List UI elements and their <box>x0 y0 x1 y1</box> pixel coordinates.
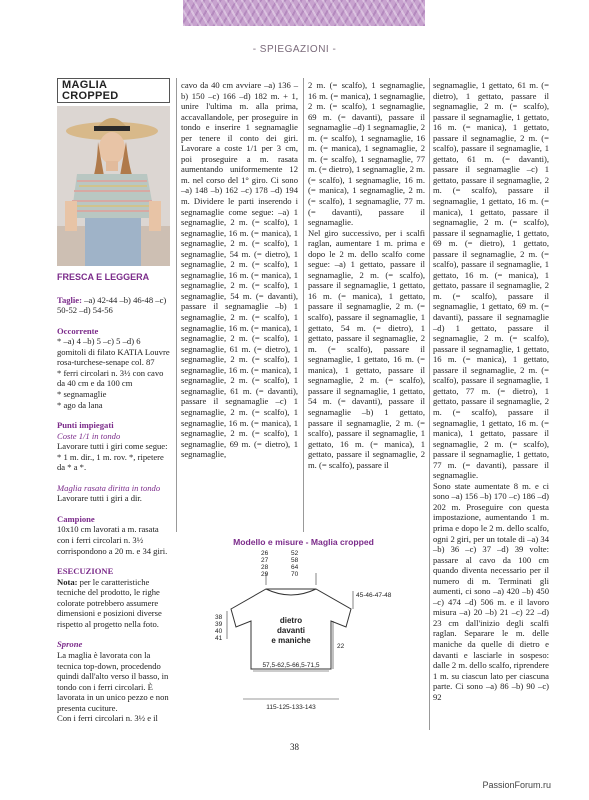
column-divider <box>429 78 430 730</box>
column-divider <box>176 78 177 532</box>
dim-top-b: 58 <box>291 557 299 564</box>
sizes-values: –a) 42-44 –b) 46-48 –c) 50-52 –d) 54-56 <box>57 294 167 316</box>
sizes-line <box>57 295 170 316</box>
note-text: per le caratteristiche tecniche del prodotto, le righe colorate potrebbero assumere dimensioni e posizioni diverse rispetto al progetto nella foto. <box>57 576 162 629</box>
article-title: MAGLIA CROPPED <box>57 78 170 103</box>
diagram-title: Modello e misure - Maglia cropped <box>233 537 374 547</box>
section-header: - SPIEGAZIONI - <box>252 44 337 55</box>
column-2 <box>181 80 298 460</box>
dim-top-b: 70 <box>291 571 299 578</box>
note <box>57 577 170 630</box>
execution-title: ESECUZIONE <box>57 566 114 577</box>
sprone-title: Sprone <box>57 639 83 650</box>
dim-side-left: 39 <box>215 621 223 628</box>
dim-side-left: 38 <box>215 614 223 621</box>
stitch-name: Maglia rasata diritta in tondo <box>57 482 161 493</box>
instructions-text: segnamaglie, 1 gettato, 61 m. (= dietro), 1 gettato, passare il segnamaglie, 2 m. (= scalfo), passare il segnamaglie, 1 gettato, 16 m. (= manica), 1 gettato, passare il segnamaglie, 2 m. (= scalfo), passare il segnamaglie, 1 gettato, 61 m. (= davanti), passare il segnamaglie –c) 1 gettato, passare il segnamaglie, 2 m. (= scalfo), passare il segnamaglie, 1 gettato, 16 m. (= manica), 1 gettato, passare il segnamaglie, 2 m. (= scalfo), passare il segnamaglie, 1 gettato, 69 m. (= dietro), 1 gettato, passare il segnamaglie, 2 m. (= scalfo), passare il segnamaglie, 1 gettato, 16 m. (= manica), 1 gettato, passare il segnamaglie, 2 m. (= scalfo), passare il segnamaglie, 1 gettato, 69 m. (= davanti), passare il segnamaglie –d) 1 gettato, passare il segnamaglie, 2 m. (= scalfo), passare il segnamaglie, 1 gettato, 16 m. (= manica), 1 gettato, passare il segnamaglie, 2 m. (= scalfo), passare il segnamaglie, 1 gettato, 77 m. (= dietro), 1 gettato, passare il segnamaglie, 2 m. (= scalfo), passare il segnamaglie, 1 gettato, 16 m. (= manica), 1 gettato, passare il segnamaglie, 2 m. (= scalfo), passare il segnamaglie, 1 gettato, 77 m. (= davanti), passare il segnamaglie. <box>433 80 549 481</box>
dim-bottom: 115-125-133-143 <box>266 704 316 711</box>
dim-top-a: 29 <box>261 571 269 578</box>
schematic-drawing <box>181 549 426 739</box>
woman-in-cropped-sweater-image <box>57 106 170 266</box>
sizes-label: Taglie: <box>57 294 82 305</box>
column-1 <box>57 78 170 724</box>
stitch-text: Lavorare tutti i giri a dir. <box>57 493 142 504</box>
material-item: * ago da lana <box>57 399 103 410</box>
dim-side-right: 45-46-47-48 <box>356 592 392 599</box>
gauge-title: Campione <box>57 513 95 524</box>
note-label: Nota: <box>57 576 78 587</box>
dim-top-b: 64 <box>291 564 299 571</box>
materials-title: Occorrente <box>57 325 99 336</box>
instructions-text: 2 m. (= scalfo), 1 segnamaglie, 16 m. (= manica), 1 segnamaglie, 2 m. (= scalfo), 1 segnamaglie, 69 m. (= davanti), passare il segnamaglie –d) 1 segnamaglie, 2 m. (= scalfo), 1 segnamaglie, 16 m. (= manica), 1 segnamaglie, 2 m. (= scalfo), 1 segnamaglie, 77 m. (= dietro), 1 segnamaglie, 2 m. (= scalfo), 1 segnamaglie, 16 m. (= manica), 1 segnamaglie, 2 m. (= scalfo), 1 segnamaglie, 77 m. (= davanti), passare il segnamaglie. <box>308 80 426 228</box>
material-item: * –a) 4 –b) 5 –c) 5 –d) 6 gomitoli di filato KATIA Louvre rosa-turchese-senape col. 87 <box>57 336 170 368</box>
stitches-title: Punti impiegati <box>57 420 114 431</box>
dim-side-left: 41 <box>215 635 223 642</box>
column-3 <box>308 80 425 470</box>
measurements-diagram <box>181 537 426 737</box>
gauge-text: 10x10 cm lavorati a m. rasata con i ferri circolari n. 3½ corrispondono a 20 m. e 34 giri. <box>57 524 168 556</box>
watermark: PassionForum.ru <box>482 780 551 790</box>
instructions-text: cavo da 40 cm avviare –a) 136 –b) 150 –c) 166 –d) 182 m. + 1, unire l'ultima m. alla prima, accavallandole, per proseguire in tondo e inserire 1 segnamaglie per tenere il conto dei giri. Lavorare a coste 1/1 per 3 cm, poi proseguire a m. rasata aumentando uniformemente 12 m. nel corso del 1° giro. Ci sono –a) 148 –b) 162 –c) 178 –d) 194 m. Dividere le parti inserendo i segnamaglie come segue: –a) 1 segnamaglie, 2 m. (= scalfo), 1 segnamaglie, 16 m. (= manica), 1 segnamaglie, 2 m. (= scalfo), 1 segnamaglie, 54 m. (= dietro), 1 segnamaglie, 2 m. (= scalfo), 1 segnamaglie, 16 m. (= manica), 1 segnamaglie, 2 m. (= scalfo), 1 segnamaglie, 54 m. (= davanti), passare il segnamaglie –b) 1 segnamaglie, 2 m. (= scalfo), 1 segnamaglie, 16 m. (= manica), 1 segnamaglie, 2 m. (= scalfo), 1 segnamaglie, 61 m. (= dietro), 1 segnamaglie, 2 m. (= scalfo), 1 segnamaglie, 16 m. (= manica), 1 segnamaglie, 2 m. (= scalfo), 1 segnamaglie, 61 m. (= davanti), passare il segnamaglie –c) 1 segnamaglie, 2 m. (= scalfo), 1 segnamaglie, 16 m. (= manica), 1 segnamaglie, 2 m. (= scalfo), 1 segnamaglie, 69 m. (= dietro), 1 segnamaglie, <box>181 80 298 460</box>
knit-texture-header <box>183 0 425 26</box>
material-item: * segnamaglie <box>57 389 107 400</box>
stitch-text: Lavorare tutti i giri come segue: * 1 m. dir., 1 m. rov. *, ripetere da * a *. <box>57 441 168 473</box>
dim-side-left: 40 <box>215 628 223 635</box>
sprone-text-2: Con i ferri circolari n. 3½ e il <box>57 713 158 724</box>
dim-top-b: 52 <box>291 550 299 557</box>
material-item: * ferri circolari n. 3½ con cavo da 40 cm e da 100 cm <box>57 367 164 389</box>
dim-right: 22 <box>337 643 345 650</box>
body-label: e maniche <box>271 636 311 645</box>
stitch-name: Coste 1/1 in tondo <box>57 430 121 441</box>
body-label: davanti <box>276 626 306 635</box>
sprone-text: La maglia è lavorata con la tecnica top-down, procedendo quindi dall'alto verso il basso, in tondo con i ferri circolari. È lavorata in un unico pezzo e non presenta cuciture. <box>57 649 169 713</box>
dim-top-a: 28 <box>261 564 269 571</box>
dim-width: 57,5-62,5-66,5-71,5 <box>262 662 320 669</box>
dim-top-a: 26 <box>261 550 269 557</box>
tagline: FRESCA E LEGGERA <box>57 272 150 283</box>
page-number: 38 <box>290 742 299 752</box>
instructions-text: Nel giro successivo, per i scalfi raglan, aumentare 1 m. prima e dopo le 2 m. dello scalfo come segue: –a) 1 gettato, passare il segnamaglie, 2 m. (= scalfo), passare il segnamaglie, 1 gettato, 16 m. (= manica), 1 gettato, passare il segnamaglie, 2 m. (= scalfo), passare il segnamaglie, 1 gettato, 54 m. (= dietro), 1 gettato, passare il segnamaglie, 2 m. (= scalfo), passare il segnamaglie, 1 gettato, 16 m. (= manica), 1 gettato, passare il segnamaglie, 2 m. (= scalfo), passare il segnamaglie, 1 gettato, 54 m. (= davanti), passare il segnamaglie –b) 1 gettato, passare il segnamaglie, 2 m. (= scalfo), passare il segnamaglie, 1 gettato, 16 m. (= manica), 1 gettato, passare il segnamaglie, 2 m. (= scalfo), passare il <box>308 227 425 470</box>
dim-top-a: 27 <box>261 557 269 564</box>
column-divider <box>303 78 304 532</box>
instructions-text: Sono state aumentate 8 m. e ci sono –a) 156 –b) 170 –c) 186 –d) 202 m. Proseguire con questa impostazione, aumentando 1 m. prima e dopo le 2 m. dello scalfo, ogni 2 giri, per un totale di –a) 34 –b) 36 –c) 37 –d) 39 volte: passare al cavo da 100 cm quando diventa necessario per il numero di m. Terminati gli aumenti, ci sono –a) 420 –b) 450 –c) 474 –d) 506 m. e il lavoro misura –a) 20 –b) 21 –c) 22 –d) 23 cm dall'inizio degli scalfi raglan. Separare le m. delle maniche da quelle di dietro e davanti e lasciarle in sospeso: dalle 2 m. dello scalfo, riprendere 1 m. su ciascun lato per ciascuna parte. Ci sono –a) 86 –b) 90 –c) 92 <box>433 480 549 702</box>
model-photo <box>57 106 170 266</box>
body-label: dietro <box>279 616 303 625</box>
column-4 <box>433 80 549 702</box>
